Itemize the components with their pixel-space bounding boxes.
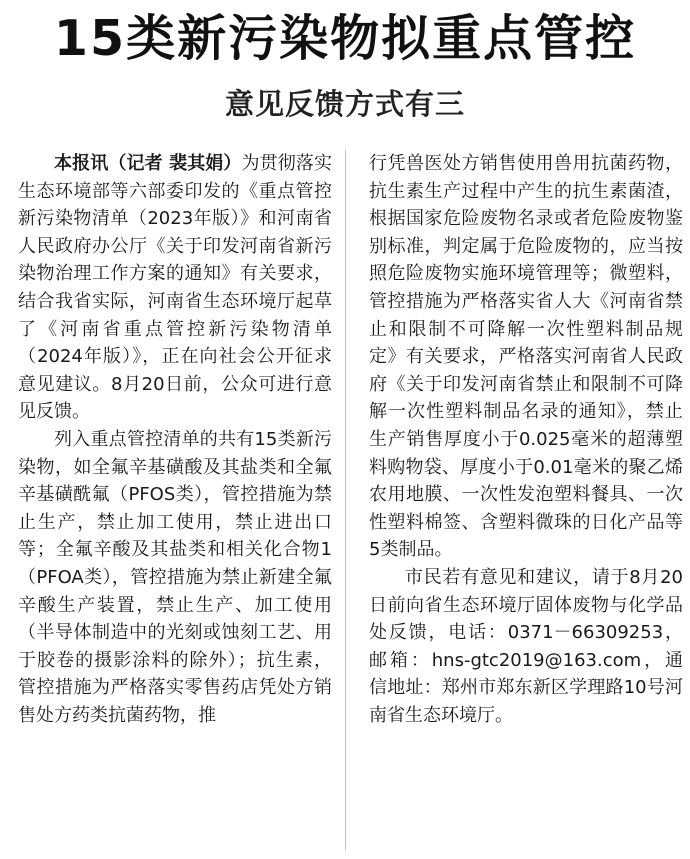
article-paragraph-3: 市民若有意见和建议，请于8月20日前向省生态环境厅固体废物与化学品处反馈，电话：0371－66309253，邮箱：hns-gtc2019@163.com，通信地址：郑州市郑东新区学理路10号河南省生态环境厅。 (369, 566, 683, 726)
article-column-right (369, 150, 683, 855)
byline: 本报讯（记者 裴其娟） (54, 153, 242, 174)
paragraph-1-text: 为贯彻落实生态环境部等六部委印发的《重点管控新污染物清单（2023年版）》和河南省人民政府办公厅《关于印发河南省新污染物治理工作方案的通知》有关要求，结合我省实际，河南省生态环境厅起草了《河南省重点管控新污染物清单（2024年版）》，正在向社会公开征求意见建议。8月20日前，公众可进行意见反馈。 (18, 153, 333, 423)
headline: 15类新污染物拟重点管控 (53, 10, 637, 67)
article-column-left (18, 150, 332, 855)
article-paragraph-2-continued: 行凭兽医处方销售使用兽用抗菌药物，抗生素生产过程中产生的抗生素菌渣，根据国家危险废物名录或者危险废物鉴别标准，判定属于危险废物的，应当按照危险废物实施环境管理等；微塑料，管控措施为严格落实省人大《河南省禁止和限制不可降解一次性塑料制品规定》有关要求，严格落实河南省人民政府《关于印发河南省禁止和限制不可降解一次性塑料制品名录的通知》，禁止生产销售厚度小于0.025毫米的超薄塑料购物袋、厚度小于0.01毫米的聚乙烯农用地膜、一次性发泡塑料餐具、一次性塑料棉签、含塑料微珠的日化产品等5类制品。 (369, 153, 683, 561)
article-paragraph-1 (18, 150, 332, 426)
article-paragraph-2: 列入重点管控清单的共有15类新污染物，如全氟辛基磺酸及其盐类和全氟辛基磺酰氟（PFOS类），管控措施为禁止生产，禁止加工使用，禁止进出口等；全氟辛酸及其盐类和相关化合物1（PFOA类），管控措施为禁止新建全氟辛酸生产装置，禁止生产、加工使用（半导体制造中的光刻或蚀刻工艺、用于胶卷的摄影涂料的除外）；抗生素，管控措施为严格落实零售药店凭处方销售处方药类抗菌药物，推 (18, 428, 332, 726)
subheadline: 意见反馈方式有三 (224, 87, 465, 121)
column-divider (345, 150, 346, 850)
